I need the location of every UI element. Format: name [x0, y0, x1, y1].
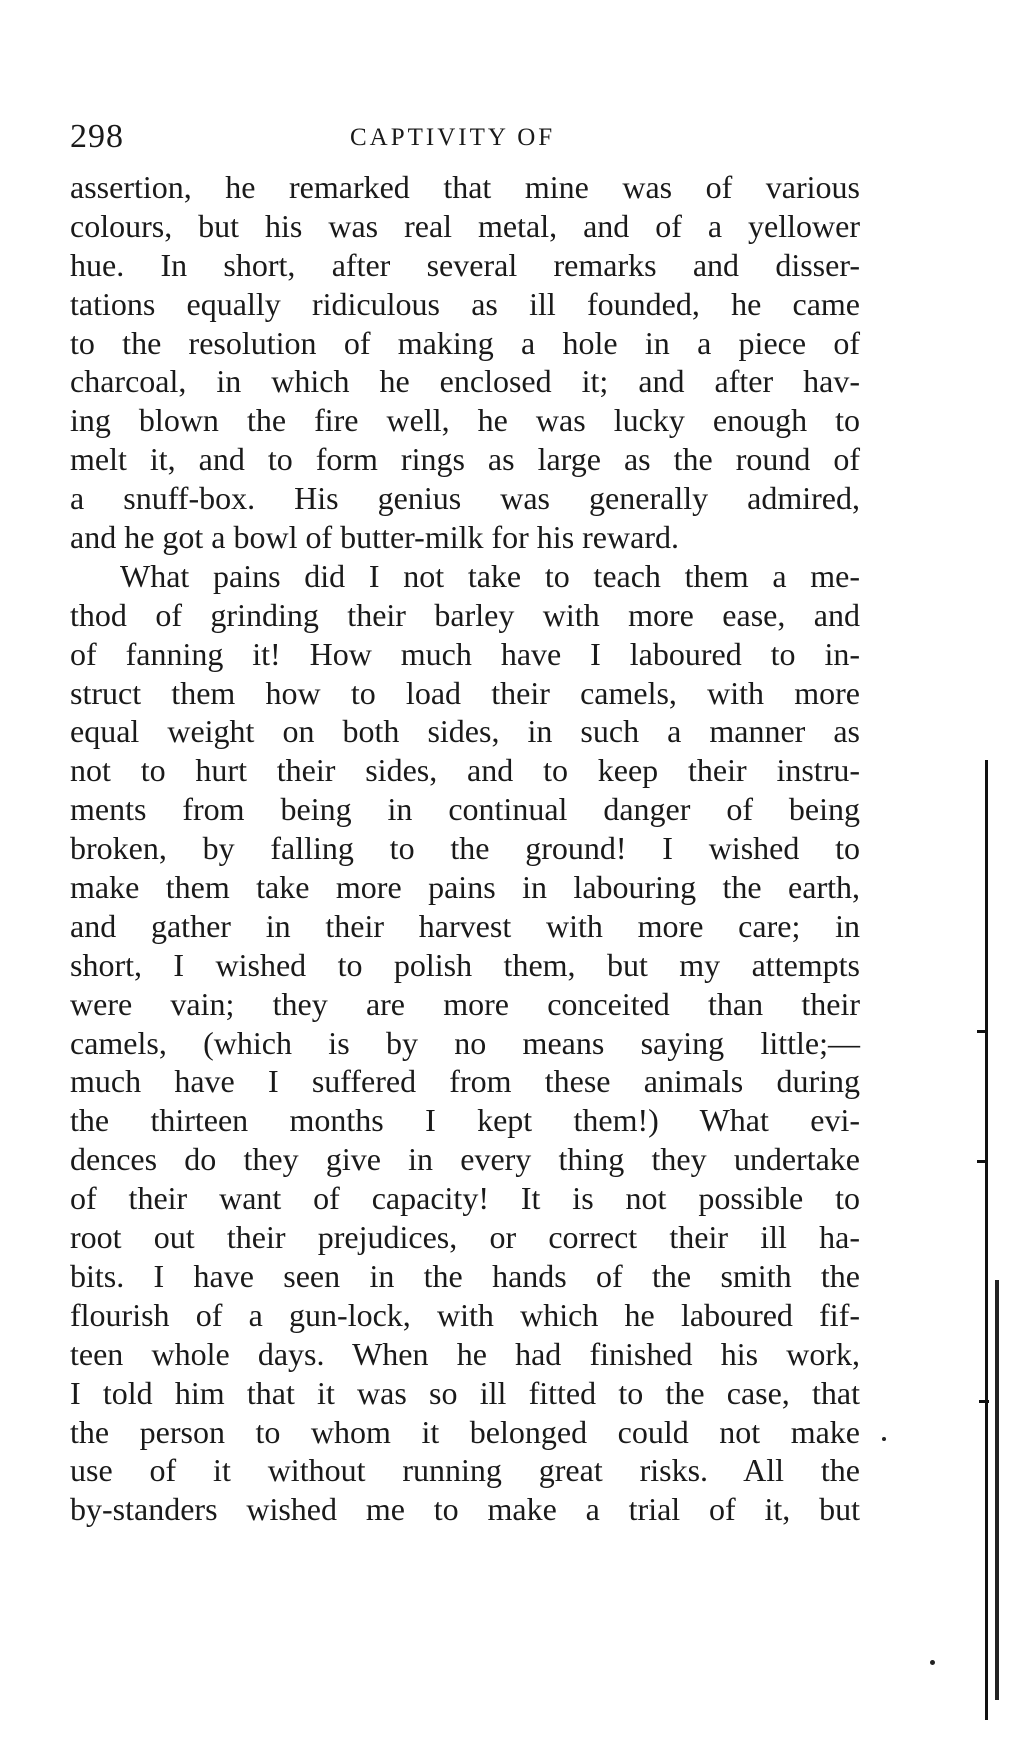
- text-line: dences do they give in every thing they undertake: [70, 1141, 860, 1178]
- binding-rule: [985, 760, 988, 1720]
- text-line: use of it without running great risks. All the: [70, 1452, 860, 1489]
- running-head: CAPTIVITY OF: [350, 124, 556, 151]
- text-line: ments from being in continual danger of being: [70, 791, 860, 828]
- text-line: a snuff-box. His genius was generally admired,: [70, 480, 860, 517]
- text-line: were vain; they are more conceited than their: [70, 985, 860, 1022]
- page-number: 298: [70, 118, 124, 155]
- text-line: broken, by falling to the ground! I wished to: [70, 830, 860, 867]
- text-line: to the resolution of making a hole in a piece of: [70, 324, 860, 361]
- text-line: not to hurt their sides, and to keep their instru-: [70, 752, 860, 789]
- body-text: [70, 168, 860, 1529]
- text-line: equal weight on both sides, in such a manner as: [70, 713, 860, 750]
- text-line: of fanning it! How much have I laboured to in-: [70, 635, 860, 672]
- text-line: and gather in their harvest with more care; in: [70, 907, 860, 944]
- text-line: melt it, and to form rings as large as the round of: [70, 441, 860, 478]
- text-line: hue. In short, after several remarks and disser-: [70, 246, 860, 283]
- text-line: the person to whom it belonged could not make: [70, 1413, 860, 1450]
- text-line: by-standers wished me to make a trial of it, but: [70, 1491, 860, 1528]
- text-line: bits. I have seen in the hands of the smith the: [70, 1257, 860, 1294]
- text-line: tations equally ridiculous as ill founded, he came: [70, 285, 860, 322]
- text-line: ing blown the fire well, he was lucky enough to: [70, 402, 860, 439]
- text-line: much have I suffered from these animals during: [70, 1063, 860, 1100]
- page-header: [70, 118, 610, 158]
- binding-mark: [977, 1030, 987, 1033]
- text-line: short, I wished to polish them, but my attempts: [70, 946, 860, 983]
- binding-edge: [985, 760, 1003, 1720]
- binding-mark: [979, 1400, 989, 1403]
- ink-speck: [882, 1437, 886, 1441]
- paragraph-start-line: What pains did I not take to teach them a me-: [120, 557, 860, 594]
- ink-speck: [930, 1660, 935, 1665]
- text-line: make them take more pains in labouring the earth,: [70, 869, 860, 906]
- binding-rule: [995, 1280, 999, 1700]
- text-line: charcoal, in which he enclosed it; and after hav-: [70, 363, 860, 400]
- text-line: assertion, he remarked that mine was of various: [70, 169, 860, 205]
- text-line: teen whole days. When he had finished his work,: [70, 1335, 860, 1372]
- text-line: camels, (which is by no means saying little;—: [70, 1024, 860, 1061]
- text-line: I told him that it was so ill fitted to the case, that: [70, 1374, 860, 1411]
- text-line: root out their prejudices, or correct their ill ha-: [70, 1219, 860, 1256]
- text-line: the thirteen months I kept them!) What evi-: [70, 1102, 860, 1139]
- paragraph-end-line: and he got a bowl of butter-milk for his reward.: [70, 519, 679, 556]
- text-line: colours, but his was real metal, and of a yellower: [70, 207, 860, 244]
- text-line: flourish of a gun-lock, with which he laboured fif-: [70, 1296, 860, 1333]
- text-line: struct them how to load their camels, with more: [70, 674, 860, 711]
- binding-mark: [977, 1160, 987, 1163]
- text-line: thod of grinding their barley with more ease, and: [70, 596, 860, 633]
- text-line: of their want of capacity! It is not possible to: [70, 1180, 860, 1217]
